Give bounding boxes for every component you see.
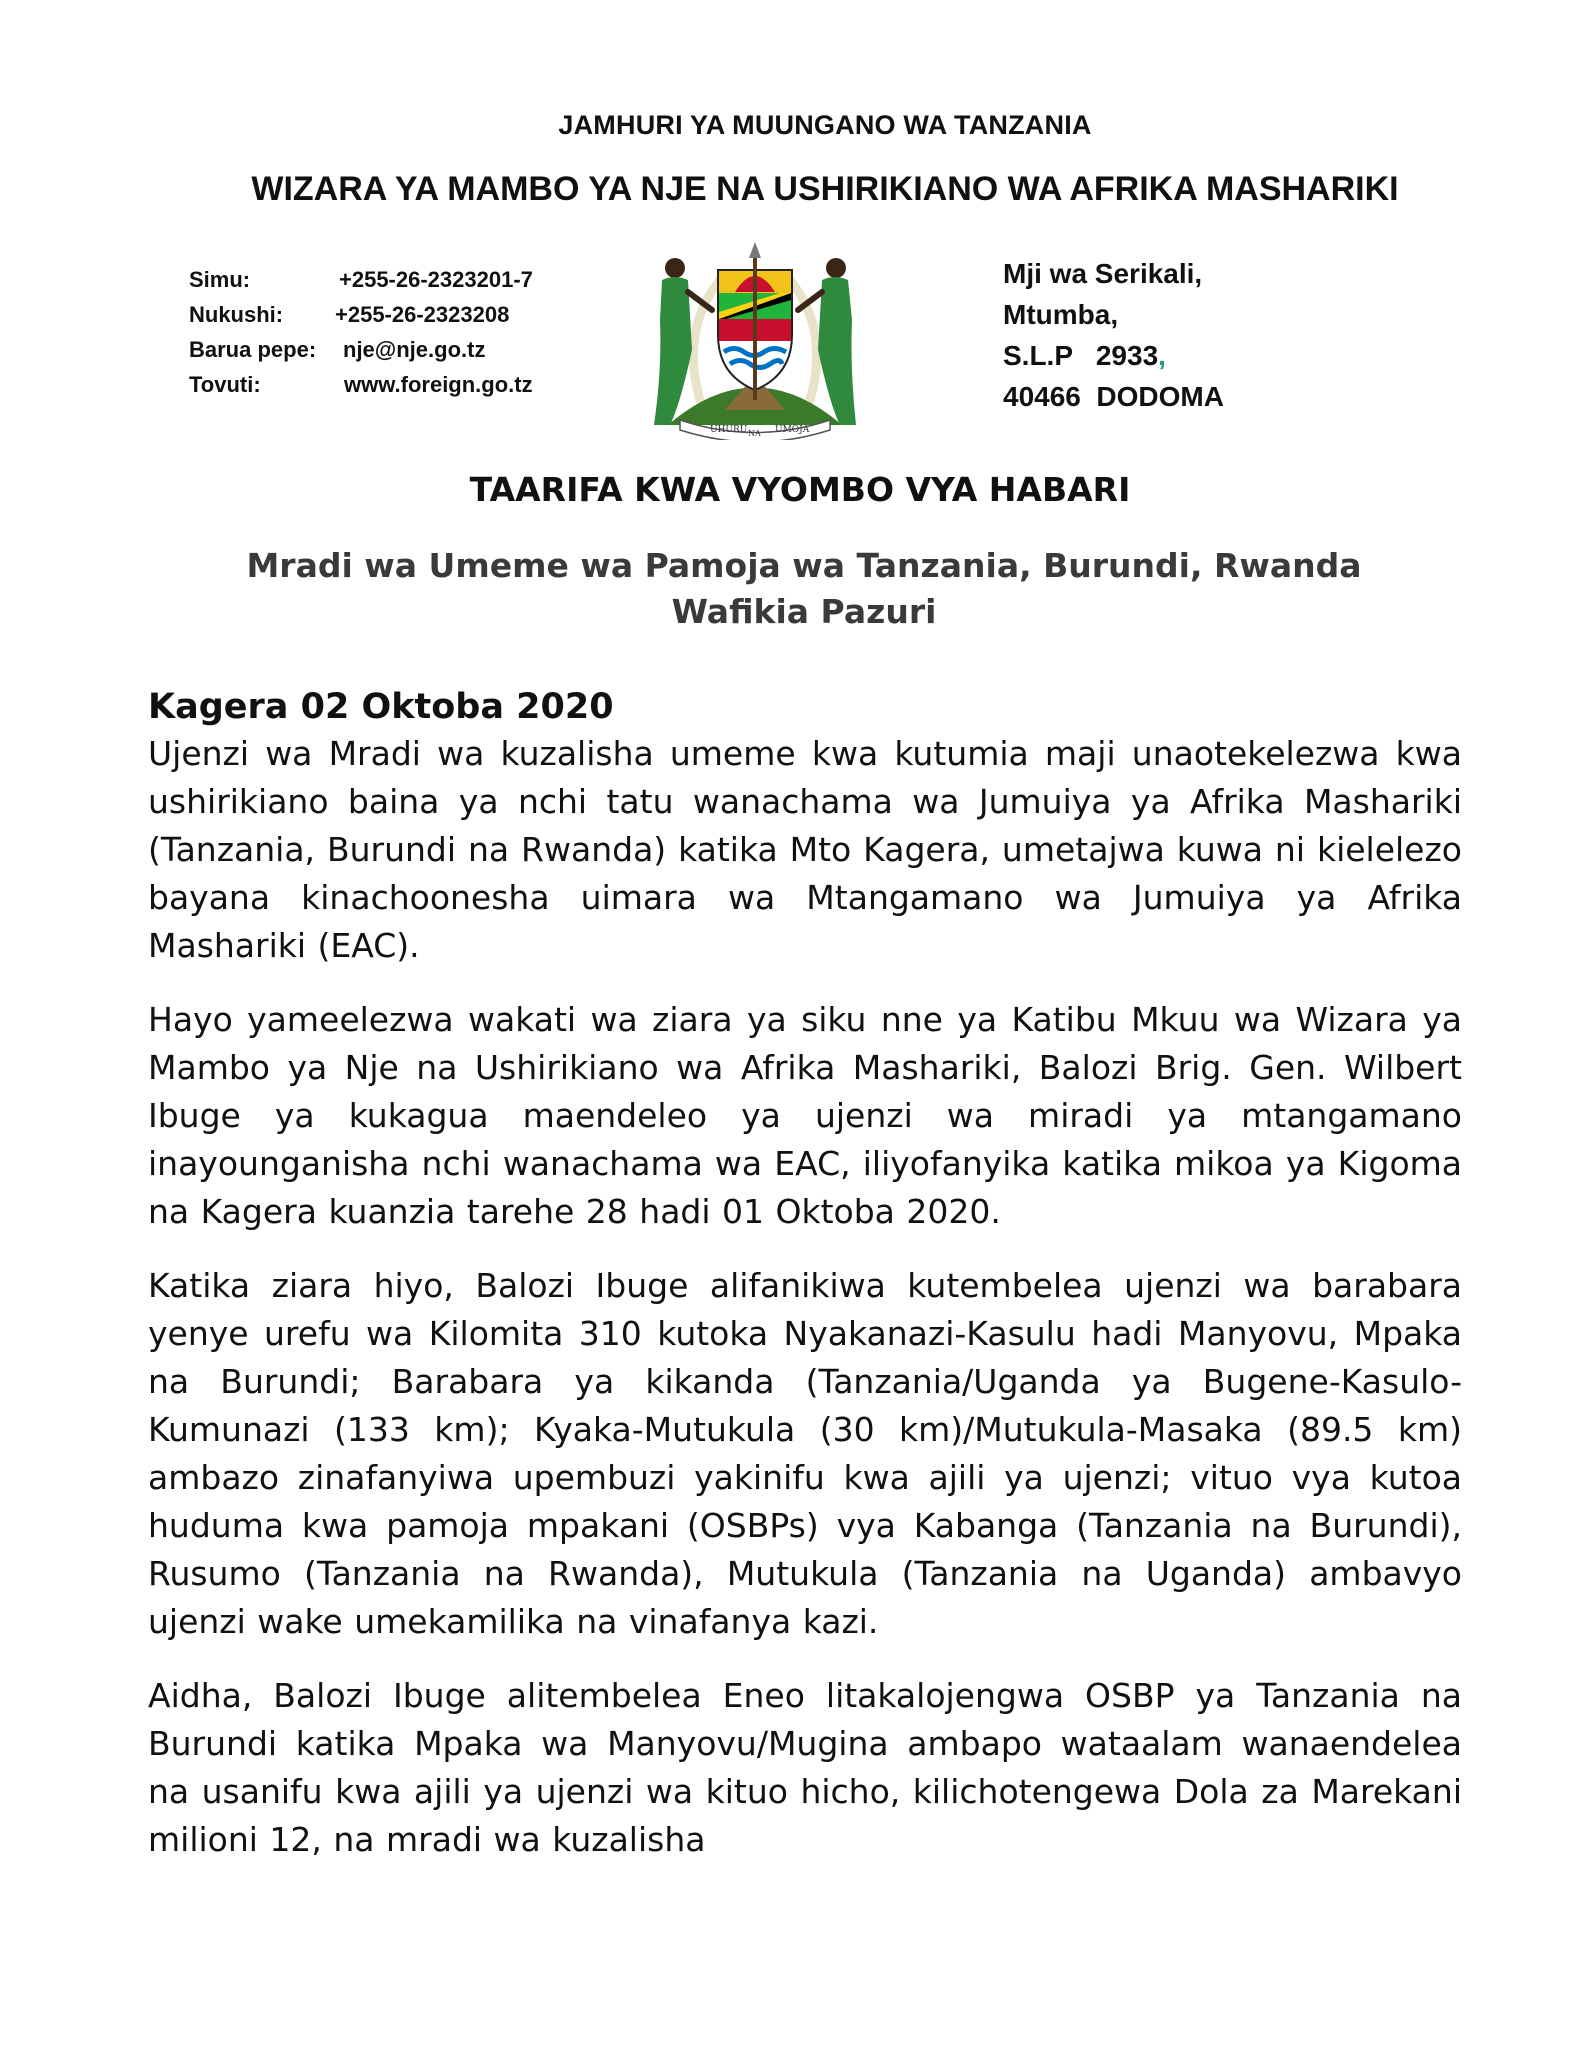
contact-label: Barua pepe: (189, 337, 317, 362)
paragraph: Hayo yameelezwa wakati wa ziara ya siku nne ya Katibu Mkuu wa Wizara ya Mambo ya Nje na Ushirikiano wa Afrika Mashariki, Balozi Brig. Gen. Wilbert Ibuge ya kukagua maendeleo ya ujenzi wa miradi ya mtangamano inayounganisha nchi wanachama wa EAC, iliyofanyika katika mikoa ya Kigoma na Kagera kuanzia tarehe 28 hadi 01 Oktoba 2020. (148, 1000, 1462, 1231)
postal-address (1003, 253, 1224, 417)
motto-left: UHURU (710, 425, 748, 435)
contact-label: Tovuti: (189, 372, 261, 397)
paragraph: Aidha, Balozi Ibuge alitembelea Eneo litakalojengwa OSBP ya Tanzania na Burundi katika Mpaka wa Manyovu/Mugina ambapo wataalam wanaendelea na usanifu kwa ajili ya ujenzi wa kituo hicho, kilichotengewa Dola za Marekani milioni 12, na mradi wa kuzalisha (148, 1676, 1462, 1859)
address-comma: , (1158, 340, 1166, 371)
paragraph: Katika ziara hiyo, Balozi Ibuge alifanikiwa kutembelea ujenzi wa barabara yenye urefu wa Kilomita 310 kutoka Nyakanazi-Kasulu hadi Manyovu, Mpaka na Burundi; Barabara ya kikanda (Tanzania/Uganda ya Bugene-Kasulo-Kumunazi (133 km); Kyaka-Mutukula (30 km)/Mutukula-Masaka (89.5 km) ambazo zinafanyiwa upembuzi yakinifu kwa ajili ya ujenzi; vituo vya kutoa huduma kwa pamoja mpakani (OSBPs) vya Kabanga (Tanzania na Burundi), Rusumo (Tanzania na Rwanda), Mutukula (Tanzania na Uganda) ambavyo ujenzi wake umekamilika na vinafanya kazi. (148, 1266, 1462, 1641)
address-line: Mtumba, (1003, 299, 1119, 330)
dateline: Kagera 02 Oktoba 2020 (148, 687, 614, 727)
article-body (148, 684, 1462, 1890)
address-po-box: S.L.P 2933 (1003, 340, 1159, 371)
headline (0, 543, 1583, 635)
paragraph: Ujenzi wa Mradi wa kuzalisha umeme kwa kutumia maji unaotekelezwa kwa ushirikiano baina ya nchi tatu wanachama wa Jumuiya ya Afrika Mashariki (Tanzania, Burundi na Rwanda) katika Mto Kagera, umetajwa kuwa ni kielelezo bayana kinachoonesha uimara wa Mtangamano wa Jumuiya ya Afrika Mashariki (EAC). (148, 734, 1462, 965)
headline-line-2: Wafikia Pazuri (671, 592, 937, 631)
contact-value: nje@nje.go.tz (343, 337, 486, 362)
republic-heading: JAMHURI YA MUUNGANO WA TANZANIA (558, 110, 1092, 140)
contact-value: www.foreign.go.tz (344, 372, 533, 397)
address-line (1003, 335, 1224, 376)
contact-label: Nukushi: (189, 302, 284, 327)
coat-of-arms-emblem (640, 240, 870, 440)
address-line: 40466 DODOMA (1003, 381, 1224, 412)
ministry-heading: WIZARA YA MAMBO YA NJE NA USHIRIKIANO WA AFRIKA MASHARIKI (251, 170, 1399, 208)
press-release-title: TAARIFA KWA VYOMBO VYA HABARI (469, 470, 1131, 509)
headline-line-1: Mradi wa Umeme wa Pamoja wa Tanzania, Burundi, Rwanda (246, 546, 1362, 585)
address-line: Mji wa Serikali, (1003, 258, 1203, 289)
contact-value: +255-26-2323208 (335, 302, 510, 327)
contact-value: +255-26-2323201-7 (339, 267, 533, 292)
contact-label: Simu: (189, 267, 251, 292)
motto-center: NA (748, 429, 761, 438)
motto-right: UMOJA (775, 425, 810, 435)
